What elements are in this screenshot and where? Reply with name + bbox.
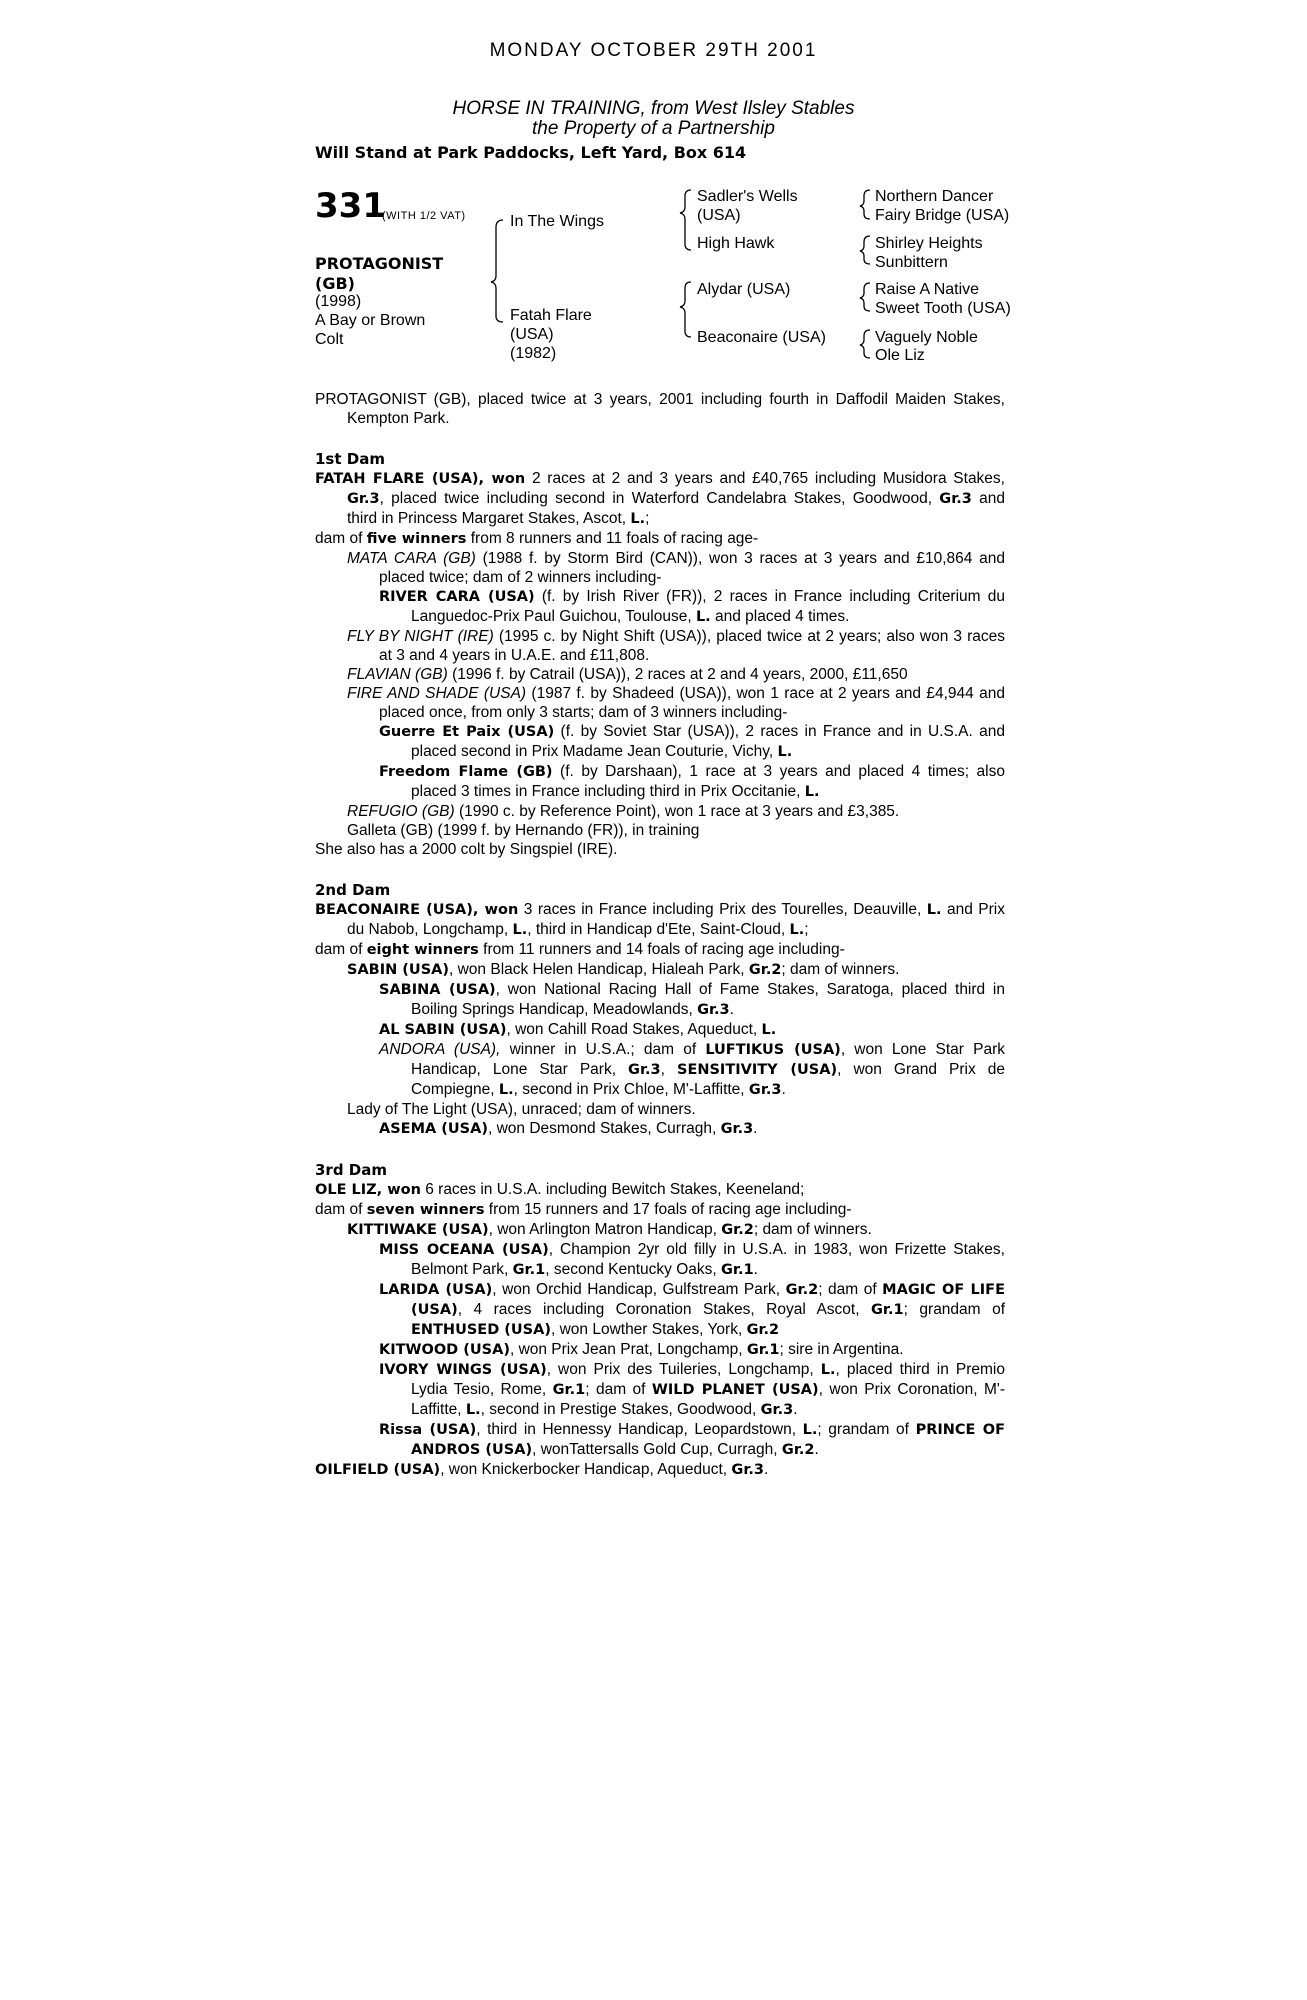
vat-note: (WITH 1/2 VAT) [382,210,466,222]
pedigree-dam-line3: (1982) [510,345,557,362]
produce-name: LUFTIKUS (USA) [705,1042,841,1058]
listed: L. [802,1422,818,1438]
listed: L. [761,1022,777,1038]
text: and third in Princess Margaret Stakes, Ascot, [347,490,1006,527]
second-dam-produce-summary [315,940,1005,960]
produce-entry [315,1420,1005,1460]
bracket-sire-parents [680,190,691,250]
grade: Gr.2 [748,962,782,978]
text: , won Prix des Tuileries, Longchamp, [546,1361,821,1378]
foaling-year: (1998) [315,293,362,310]
first-dam-heading: 1st Dam [315,450,385,468]
pedigree-brackets [0,0,1307,400]
first-dam-produce-summary [315,529,1005,549]
listed: L. [465,1402,481,1418]
produce-entry: Galleta (GB) (1999 f. by Hernando (FR)), in training [347,822,700,839]
bracket-dam-parents [680,282,691,337]
listed: L. [630,511,646,527]
pedigree-g3-6: Sweet Tooth (USA) [875,300,1011,317]
text: ; dam of [585,1381,652,1398]
grade: Gr.1 [871,1302,904,1318]
text: ; [645,510,650,527]
produce-name: SENSITIVITY (USA) [677,1062,838,1078]
text: and placed 4 times. [710,608,850,625]
text: , won Grand Prix de Compiegne, [411,1061,1006,1098]
produce-entry [315,960,1005,980]
text: , won Lowther Stakes, York, [550,1321,747,1338]
third-dam-produce-summary [315,1200,1005,1220]
text: , third in Handicap d'Ete, Saint-Cloud, [527,921,790,938]
comma: , [478,471,492,487]
produce-name: ENTHUSED (USA) [411,1322,551,1338]
produce-name: FLAVIAN (GB) [347,666,448,683]
produce-name: FIRE AND SHADE (USA) [347,685,527,702]
text: 2 races at 2 and 3 years and £40,765 including Musidora Stakes, [525,470,1005,487]
produce-entry [315,684,1005,722]
produce-name: SABINA (USA) [379,982,496,998]
grade: Gr.3 [720,1121,754,1137]
produce-name: MISS OCEANA (USA) [379,1242,549,1258]
produce-name: FLY BY NIGHT (IRE) [347,628,494,645]
text: ; grandam of [817,1421,916,1438]
pedigree-sire-dam: High Hawk [697,235,775,252]
produce-name: ASEMA (USA) [379,1121,488,1137]
grade: Gr.3 [697,1002,730,1018]
text: ; grandam of [903,1301,1005,1318]
produce-entry [315,1360,1005,1420]
dam-name: FATAH FLARE (USA) [315,471,479,487]
listed: L. [804,784,820,800]
text: . [814,1441,819,1458]
text: from 15 runners and 17 foals of racing age including- [484,1201,852,1218]
produce-name: AL SABIN (USA) [379,1022,507,1038]
pedigree-g3-3: Shirley Heights [875,235,983,252]
listed: L. [695,609,711,625]
text: . [764,1461,769,1478]
text: , placed third in Premio Lydia Tesio, Rome, [411,1361,1005,1398]
pedigree-sire-sire-line2: (USA) [697,207,741,224]
sale-date: MONDAY OCTOBER 29TH 2001 [489,40,818,61]
pedigree-g3-1: Northern Dancer [875,188,994,205]
produce-name: MAGIC OF LIFE (USA) [411,1282,1005,1318]
produce-name: SABIN (USA) [347,962,449,978]
pedigree-sire: In The Wings [510,213,604,230]
text: , won Black Helen Handicap, Hialeah Park, [449,961,749,978]
stand-location: Will Stand at Park Paddocks, Left Yard, Box 614 [315,143,747,162]
lot-heading-line1: HORSE IN TRAINING, from West Ilsley Stables [452,98,855,119]
pedigree-g3-2: Fairy Bridge (USA) [875,207,1010,224]
listed: L. [512,922,528,938]
text: , placed twice including second in Waterford Candelabra Stakes, Goodwood, [379,490,940,507]
produce-entry [315,627,1005,665]
text: (1990 c. by Reference Point), won 1 race at 3 years and £3,385. [454,803,900,820]
text: . [729,1001,734,1018]
text: (f. by Darshaan), 1 race at 3 years and placed 4 times; also placed 3 times in France including third in Prix Occitanie, [411,763,1005,800]
grade: Gr.1 [746,1342,780,1358]
produce-entry [315,1020,1005,1040]
produce-entry [315,802,1005,821]
text: , second in Prestige Stakes, Goodwood, [480,1401,761,1418]
text: , won Lone Star Park Handicap, Lone Star Park, [411,1041,1005,1078]
horse-name-line1: PROTAGONIST [315,254,444,273]
produce-entry [315,587,1005,627]
listed: L. [789,922,805,938]
text: , 4 races including Coronation Stakes, Royal Ascot, [457,1301,872,1318]
won-label: won [387,1182,421,1198]
listed: L. [820,1362,836,1378]
won-label: won [491,471,526,487]
text: and Prix du Nabob, Longchamp, [347,901,1005,938]
text: dam of [315,530,367,547]
text: , won Orchid Handicap, Gulfstream Park, [492,1281,786,1298]
bracket-parents [491,220,503,322]
produce-entry [315,665,1005,684]
text: (f. by Soviet Star (USA)), 2 races in France and in U.S.A. and placed second in Prix Madame Jean Couturie, Vichy, [411,723,1005,760]
bracket-g3-b [860,236,870,264]
text: . [793,1401,798,1418]
pedigree-dam-sire: Alydar (USA) [697,281,791,298]
pedigree-g3-7: Vaguely Noble [875,329,978,346]
text: , [660,1061,677,1078]
produce-entry [315,980,1005,1020]
text: from 11 runners and 14 foals of racing age including- [478,941,845,958]
text: ; [804,921,809,938]
produce-entry [315,1460,1005,1480]
produce-entry [315,1040,1005,1100]
bracket-g3-d [860,330,870,358]
grade: Gr.2 [785,1282,819,1298]
produce-name: PRINCE OF ANDROS (USA) [411,1422,1005,1458]
text: , won Knickerbocker Handicap, Aqueduct, [440,1461,732,1478]
pedigree-dam-line2: (USA) [510,326,554,343]
grade: Gr.1 [721,1262,754,1278]
grade: Gr.3 [939,491,972,507]
grade: Gr.2 [721,1222,754,1238]
text: , third in Hennessy Handicap, Leopardstown, [476,1421,803,1438]
pedigree-dam [510,306,592,363]
text: ; dam of [818,1281,883,1298]
listed: L. [926,902,942,918]
produce-entry [315,762,1005,802]
text: 3 races in France including Prix des Tourelles, Deauville, [518,901,927,918]
text: , won Cahill Road Stakes, Aqueduct, [506,1021,762,1038]
text: (f. by Irish River (FR)), 2 races in France including Criterium du Languedoc-Prix Paul Guichou, Toulouse, [411,588,1005,625]
lot-heading-line2: the Property of a Partnership [532,118,775,139]
produce-name: Freedom Flame (GB) [379,764,553,780]
grade: Gr.1 [552,1382,586,1398]
text: dam of [315,941,367,958]
produce-name: KITTIWAKE (USA) [347,1222,489,1238]
horse-description-line2: Colt [315,331,344,348]
bracket-g3-c [860,283,870,311]
produce-entry [315,722,1005,762]
produce-entry [315,1240,1005,1280]
pedigree-sire-sire-line1: Sadler's Wells [697,188,798,205]
produce-entry [315,1280,1005,1340]
text: . [753,1261,758,1278]
first-dam-record [315,469,1005,529]
produce-name: REFUGIO (GB) [347,803,455,820]
produce-name: LARIDA (USA) [379,1282,493,1298]
grade: Gr.3 [748,1082,782,1098]
text: winner in U.S.A.; dam of [500,1041,706,1058]
text: (1995 c. by Night Shift (USA)), placed twice at 2 years; also won 3 races at 3 and 4 years in U.A.E. and £11,808. [379,628,1006,664]
produce-name: ANDORA (USA), [379,1041,501,1058]
produce-entry [315,1220,1005,1240]
catalogue-body [315,390,1005,1480]
text: . [781,1081,786,1098]
text: , won Prix Jean Prat, Longchamp, [509,1341,747,1358]
winners-count: seven winners [366,1202,485,1218]
produce-entry: Lady of The Light (USA), unraced; dam of winners. [347,1101,696,1118]
pedigree-g3-4: Sunbittern [875,254,948,271]
second-dam-heading: 2nd Dam [315,881,391,899]
lot-number: 331 [315,186,386,226]
horse-description-line1: A Bay or Brown [315,312,426,329]
second-dam-record [315,900,1005,940]
bracket-g3-a [860,190,870,219]
produce-name: WILD PLANET (USA) [651,1382,819,1398]
won-label: won [484,902,519,918]
pedigree-dam-line1: Fatah Flare [510,307,592,324]
produce-name: Rissa (USA) [379,1422,477,1438]
text: 6 races in U.S.A. including Bewitch Stakes, Keeneland; [420,1181,805,1198]
text: , won Arlington Matron Handicap, [488,1221,722,1238]
produce-entry [315,1119,1005,1139]
third-dam-record [315,1180,1005,1200]
listed: L. [498,1082,514,1098]
produce-name: KITWOOD (USA) [379,1342,510,1358]
produce-entry [315,1340,1005,1360]
produce-name: Guerre Et Paix (USA) [379,724,555,740]
third-dam-heading: 3rd Dam [315,1161,387,1179]
produce-entry [315,549,1005,587]
produce-name: IVORY WINGS (USA) [379,1362,547,1378]
text: ; dam of winners. [753,1221,872,1238]
text: (1988 f. by Storm Bird (CAN)), won 3 races at 3 years and £10,864 and placed twice; dam of 2 winners including- [379,550,1005,586]
text: , won National Racing Hall of Fame Stakes, Saratoga, placed third in Boiling Springs Handicap, Meadowlands, [411,981,1005,1018]
grade: Gr.2 [781,1442,815,1458]
dam-name: OLE LIZ [315,1182,377,1198]
grade: Gr.3 [347,491,380,507]
text: . [753,1120,758,1137]
text: dam of [315,1201,367,1218]
text: ; sire in Argentina. [779,1341,904,1358]
produce-note: She also has a 2000 colt by Singspiel (IRE). [315,841,618,858]
produce-name: OILFIELD (USA) [315,1462,441,1478]
grade: Gr.3 [760,1402,794,1418]
text: from 8 runners and 11 foals of racing age- [466,530,759,547]
grade: Gr.3 [731,1462,765,1478]
comma: , [376,1182,388,1198]
dam-name: BEACONAIRE (USA) [315,902,473,918]
pedigree-g3-5: Raise A Native [875,281,980,298]
grade: Gr.2 [746,1322,780,1338]
text: , wonTattersalls Gold Cup, Curragh, [532,1441,782,1458]
horse-name-line2: (GB) [315,274,355,293]
pedigree-g3-8: Ole Liz [875,347,925,364]
comma: , [472,902,485,918]
grade: Gr.3 [628,1062,661,1078]
text: , won Prix Coronation, M'-Laffitte, [411,1381,1005,1418]
text: (1987 f. by Shadeed (USA)), won 1 race at 2 years and £4,944 and placed once, from only 3 starts; dam of 3 winners including- [379,685,1005,721]
winners-count: eight winners [366,942,479,958]
produce-name: RIVER CARA (USA) [379,589,535,605]
text: ; dam of winners. [781,961,900,978]
grade: Gr.1 [512,1262,546,1278]
winners-count: five winners [366,531,467,547]
text: , won Desmond Stakes, Curragh, [487,1120,721,1137]
text: , second in Prix Chloe, M'-Laffitte, [513,1081,749,1098]
text: (1996 f. by Catrail (USA)), 2 races at 2 and 4 years, 2000, £11,650 [447,666,908,683]
pedigree-sire-sire [697,187,798,225]
produce-name: MATA CARA (GB) [347,550,476,567]
pedigree-dam-dam: Beaconaire (USA) [697,329,826,346]
text: , Champion 2yr old filly in U.S.A. in 1983, won Frizette Stakes, Belmont Park, [411,1241,1005,1278]
text: , second Kentucky Oaks, [545,1261,722,1278]
intro-paragraph: PROTAGONIST (GB), placed twice at 3 years, 2001 including fourth in Daffodil Maiden Stakes, Kempton Park. [315,391,1005,427]
listed: L. [777,744,793,760]
